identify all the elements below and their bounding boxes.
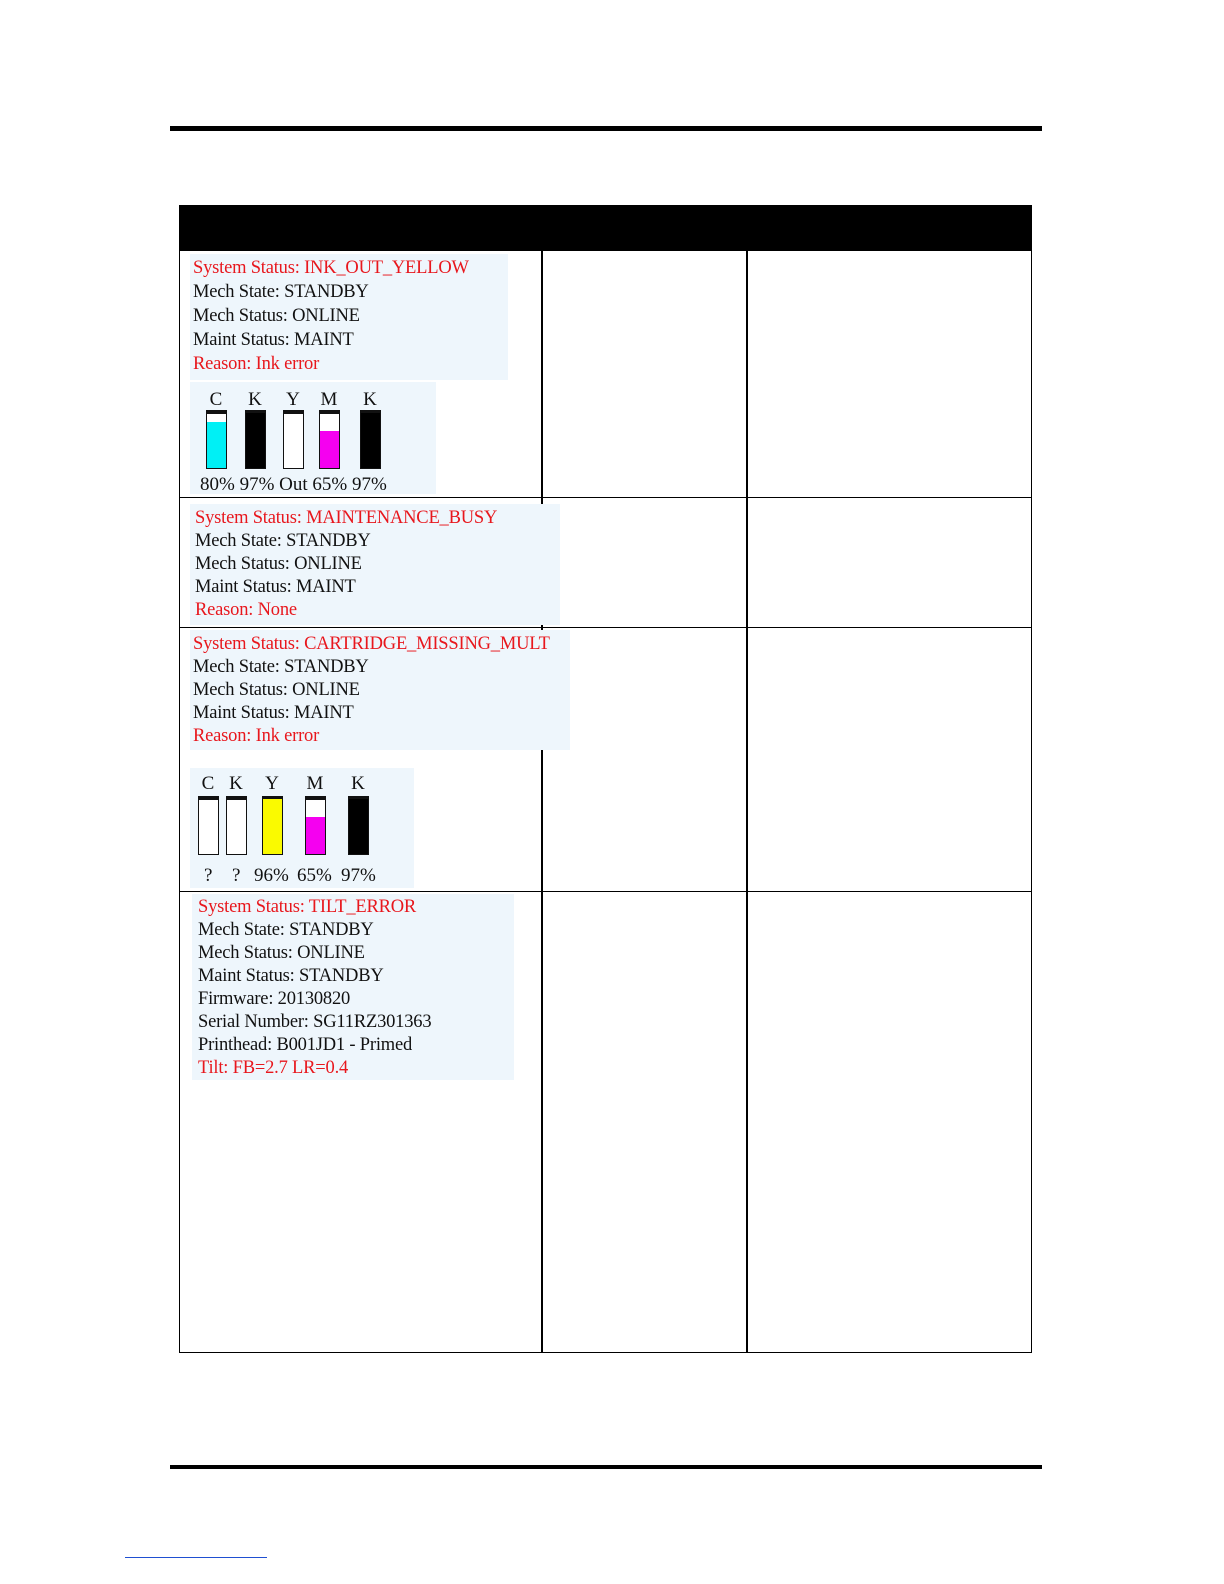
- row-divider: [180, 627, 1031, 628]
- status-line: Maint Status: MAINT: [195, 577, 356, 597]
- status-line: Mech Status: ONLINE: [198, 943, 365, 963]
- ink-level-readout: 65%: [297, 865, 332, 886]
- ink-label: Y: [286, 389, 300, 410]
- ink-tank: [262, 796, 283, 855]
- ink-label: K: [229, 773, 243, 794]
- ink-label: C: [201, 773, 215, 794]
- ink-level-readout: ?: [204, 865, 213, 886]
- ink-fill: [306, 817, 325, 854]
- ink-fill: [207, 422, 226, 468]
- status-line: Reason: None: [195, 600, 297, 620]
- column-divider: [541, 206, 543, 1352]
- footer-link-underline[interactable]: [125, 1557, 267, 1558]
- ink-fill: [361, 413, 380, 468]
- ink-tank: [198, 796, 219, 855]
- status-line: Serial Number: SG11RZ301363: [198, 1012, 432, 1032]
- status-line: System Status: TILT_ERROR: [198, 897, 417, 917]
- ink-fill: [263, 799, 282, 854]
- row-divider: [180, 891, 1031, 892]
- table-header-row: [180, 206, 1031, 251]
- ink-level-readout: ?: [232, 865, 241, 886]
- footer-rule: [170, 1465, 1042, 1469]
- status-line: Maint Status: MAINT: [193, 703, 354, 723]
- ink-tank: [319, 410, 340, 469]
- ink-level-panel: [190, 382, 436, 494]
- ink-label: K: [363, 389, 377, 410]
- status-screenshot-tilt-error: [192, 894, 514, 1080]
- ink-tank: [206, 410, 227, 469]
- status-line: Reason: Ink error: [193, 726, 320, 746]
- ink-fill: [320, 431, 339, 468]
- status-screenshot-ink-out-yellow: [190, 254, 508, 380]
- row-divider: [180, 497, 1031, 498]
- status-line: System Status: MAINTENANCE_BUSY: [195, 508, 498, 528]
- status-line: Mech State: STANDBY: [195, 531, 371, 551]
- ink-level-panel: [190, 768, 414, 888]
- status-line: Tilt: FB=2.7 LR=0.4: [198, 1058, 349, 1078]
- status-line: Mech State: STANDBY: [193, 282, 369, 302]
- ink-label: M: [306, 773, 324, 794]
- ink-tank: [226, 796, 247, 855]
- status-table: [179, 205, 1032, 1353]
- status-line: Mech State: STANDBY: [198, 920, 374, 940]
- ink-level-readout: 80% 97% Out 65% 97%: [200, 474, 387, 495]
- status-line: System Status: CARTRIDGE_MISSING_MULT: [193, 634, 550, 654]
- ink-level-readout: 96%: [254, 865, 289, 886]
- ink-tank: [360, 410, 381, 469]
- ink-fill: [246, 413, 265, 468]
- ink-level-readout: 97%: [341, 865, 376, 886]
- column-divider: [746, 206, 748, 1352]
- status-line: Maint Status: STANDBY: [198, 966, 384, 986]
- status-line: Printhead: B001JD1 - Primed: [198, 1035, 413, 1055]
- ink-tank: [245, 410, 266, 469]
- status-line: Mech Status: ONLINE: [193, 306, 360, 326]
- status-line: Mech Status: ONLINE: [193, 680, 360, 700]
- status-screenshot-maintenance-busy: [190, 504, 560, 625]
- ink-label: Y: [265, 773, 279, 794]
- ink-label: C: [209, 389, 223, 410]
- status-line: Firmware: 20130820: [198, 989, 351, 1009]
- ink-label: M: [320, 389, 338, 410]
- ink-label: K: [351, 773, 365, 794]
- status-line: Mech State: STANDBY: [193, 657, 369, 677]
- ink-tank: [348, 796, 369, 855]
- status-line: System Status: INK_OUT_YELLOW: [193, 258, 469, 278]
- status-line: Maint Status: MAINT: [193, 330, 354, 350]
- status-screenshot-cartridge-missing: [190, 630, 570, 750]
- ink-tank: [283, 410, 304, 469]
- status-line: Reason: Ink error: [193, 354, 320, 374]
- ink-fill: [349, 799, 368, 854]
- ink-label: K: [248, 389, 262, 410]
- header-rule: [170, 126, 1042, 131]
- ink-tank: [305, 796, 326, 855]
- status-line: Mech Status: ONLINE: [195, 554, 362, 574]
